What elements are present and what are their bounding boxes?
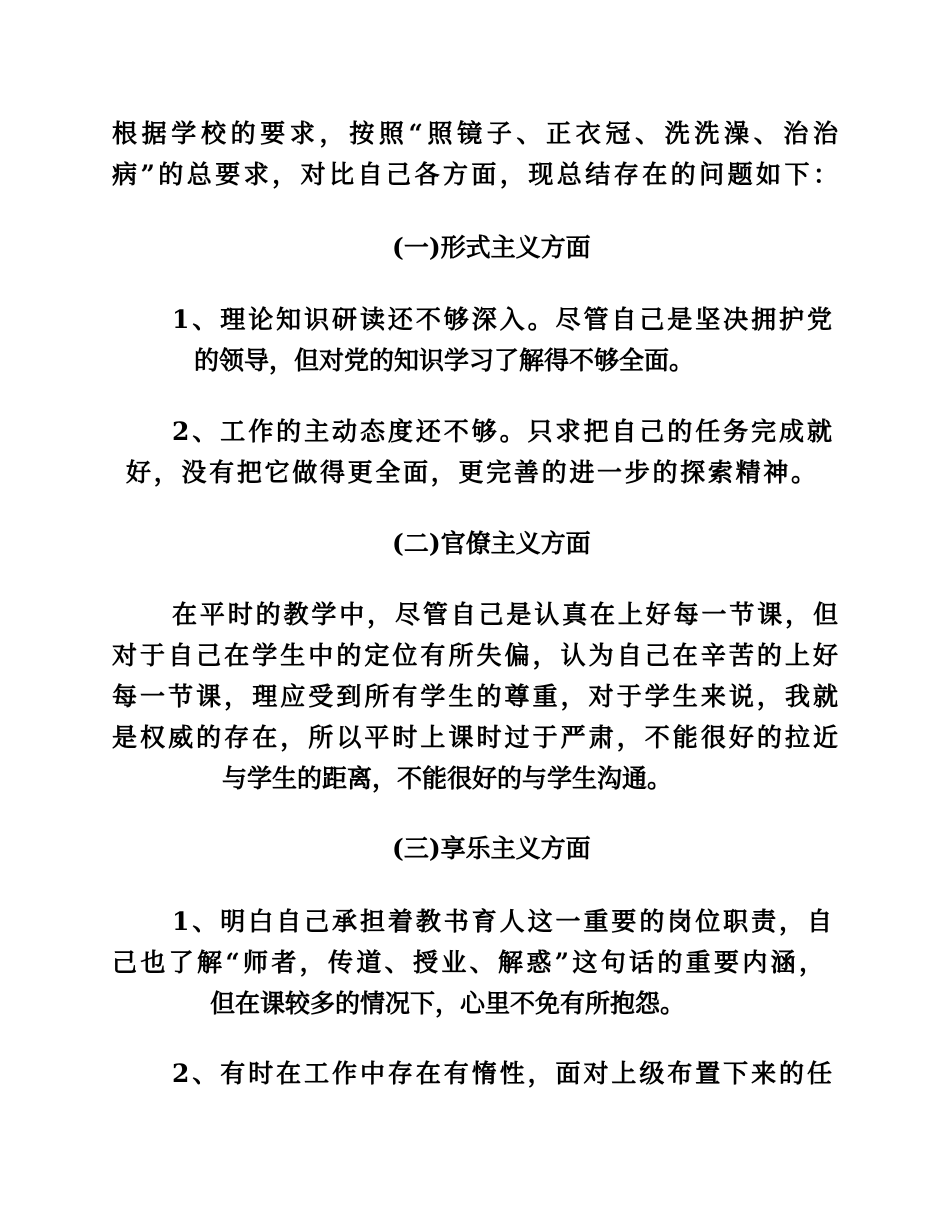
section1-item2-line-2: 好，没有把它做得更全面，更完善的进一步的探索精神。 (126, 458, 816, 487)
section3-item1-line-3: 但在课较多的情况下，心里不免有所抱怨。 (210, 989, 686, 1018)
section1-item1-line-2: 的领导，但对党的知识学习了解得不够全面。 (194, 346, 695, 375)
section1-item2-line-1: 2、工作的主动态度还不够。只求把自己的任务完成就 (172, 417, 832, 446)
section3-item2-line-1: 2、有时在工作中存在有惰性，面对上级布置下来的任 (172, 1059, 832, 1088)
intro-line-1: 根据学校的要求，按照“照镜子、正衣冠、洗洗澡、治治 (112, 119, 838, 148)
section2-para-line-2: 对于自己在学生中的定位有所失偏，认为自己在辛苦的上好 (112, 641, 838, 670)
section1-heading: (一)形式主义方面 (392, 233, 591, 262)
section2-para-line-4: 是权威的存在，所以平时上课时过于严肃，不能很好的拉近 (112, 723, 838, 752)
intro-line-2: 病”的总要求，对比自己各方面，现总结存在的问题如下： (112, 160, 838, 189)
section2-para-line-3: 每一节课，理应受到所有学生的尊重，对于学生来说，我就 (112, 682, 838, 711)
section2-para-line-1: 在平时的教学中，尽管自己是认真在上好每一节课，但 (172, 600, 838, 629)
section3-item1-line-2: 己也了解“师者，传道、授业、解惑”这句话的重要内涵， (112, 948, 824, 977)
section2-heading: (二)官僚主义方面 (392, 529, 591, 558)
section2-para-line-5: 与学生的距离，不能很好的与学生沟通。 (222, 764, 673, 793)
section3-item1-line-1: 1、明白自己承担着教书育人这一重要的岗位职责，自 (172, 907, 832, 936)
section3-heading: (三)享乐主义方面 (392, 834, 591, 863)
section1-item1-line-1: 1、理论知识研读还不够深入。尽管自己是坚决拥护党 (172, 305, 832, 334)
